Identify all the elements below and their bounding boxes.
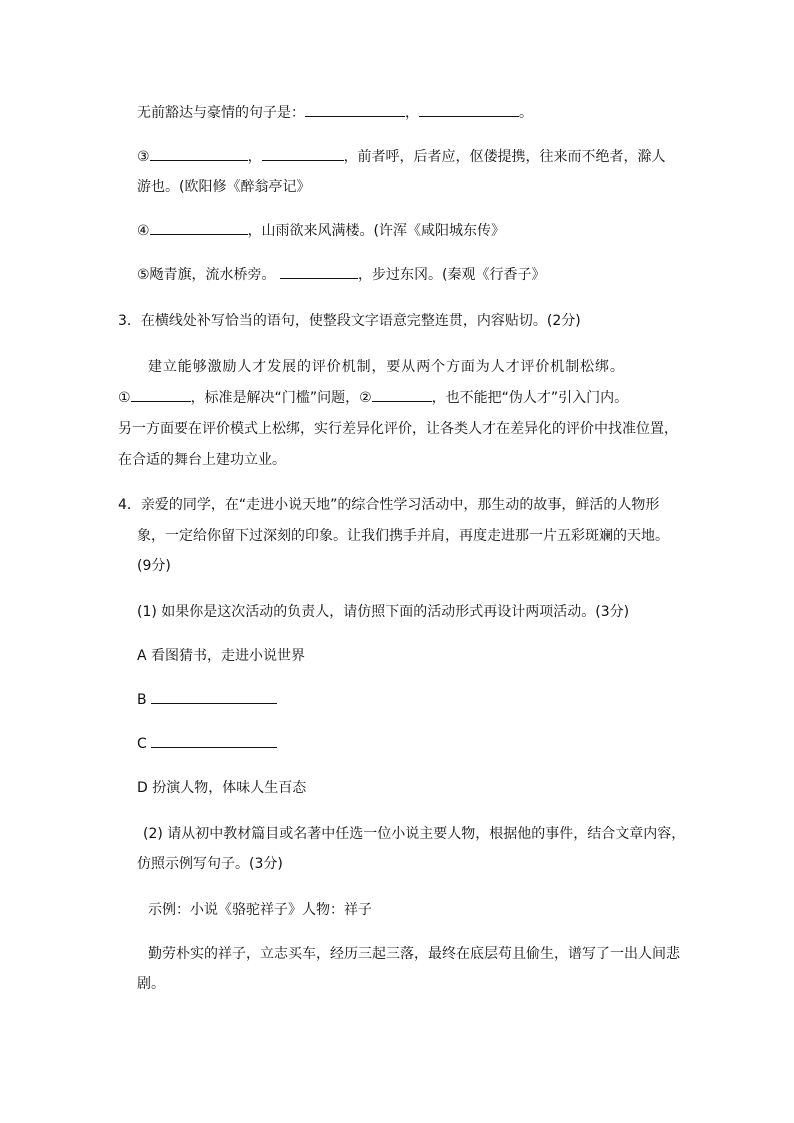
answer-blank[interactable]: [151, 690, 277, 704]
q4-option-a: A 看图猜书，走进小说世界: [137, 648, 306, 664]
q4-option-b: [137, 690, 277, 710]
q4-option-c: [137, 734, 277, 754]
q4-heading-line2: 象，一定给你留下过深刻的印象。让我们携手并肩，再度走进那一片五彩斑斓的天地。: [137, 528, 669, 544]
item5-rest: ，步过东冈。(秦观《行香子》: [358, 267, 546, 283]
comma: ，: [405, 105, 419, 121]
answer-blank[interactable]: [419, 103, 519, 117]
q4-option-d: D 扮演人物，体味人生百态: [137, 780, 307, 796]
q4-sub2-line1: (2) 请从初中教材篇目或名著中任选一位小说主要人物，根据他的事件，结合文章内容，: [143, 826, 686, 842]
item4-text: ，山雨欲来风满楼。(许浑《咸阳城东传》: [247, 223, 506, 239]
q3-para-line1: 建立能够激励人才发展的评价机制，要从两个方面为人才评价机制松绑。: [148, 359, 625, 375]
q2-line1-prefix: 无前豁达与豪情的句子是：: [137, 105, 305, 121]
q3-para-line3: 另一方面要在评价模式上松绑，实行差异化评价，让各类人才在差异化的评价中找准位置，: [118, 421, 678, 437]
comma: ，: [247, 149, 262, 165]
answer-blank[interactable]: [151, 734, 277, 748]
q4-example-line2: 剧。: [137, 976, 165, 992]
item-marker: ④: [137, 223, 150, 239]
period: 。: [519, 105, 533, 121]
answer-blank[interactable]: [131, 388, 191, 402]
q3-para-line4: 在合适的舞台上建功立业。: [118, 452, 286, 468]
q3-heading: 3．在横线处补写恰当的语句，使整段文字语意完整连贯，内容贴切。(2分): [118, 313, 581, 329]
q4-example-line1: 勤劳朴实的祥子，立志买车，经历三起三落，最终在底层苟且偷生，谱写了一出人间悲: [148, 946, 680, 962]
q2-item5: [137, 265, 545, 285]
item5-text: ⑤飏青旗，流水桥旁。: [137, 267, 276, 283]
answer-blank[interactable]: [305, 103, 405, 117]
answer-blank[interactable]: [150, 147, 248, 161]
q3-text: ，也不能把“伪人才”引入门内。: [431, 390, 629, 406]
q2-line1: [137, 103, 533, 123]
q3-para-line2: [118, 388, 628, 408]
answer-blank[interactable]: [372, 388, 432, 402]
item-marker: ③: [137, 149, 150, 165]
item-marker: ②: [359, 390, 372, 406]
item-marker: ①: [118, 390, 131, 406]
option-c-label: C: [137, 736, 147, 752]
answer-blank[interactable]: [280, 265, 358, 279]
answer-blank[interactable]: [150, 221, 248, 235]
answer-blank[interactable]: [262, 147, 344, 161]
q3-text: ，标准是解决“门槛”问题，: [190, 390, 360, 406]
q4-sub1: (1) 如果你是这次活动的负责人，请仿照下面的活动形式再设计两项活动。(3分): [137, 604, 630, 620]
q2-item3-line1: [137, 147, 666, 167]
q2-item4: [137, 221, 505, 241]
q4-heading-line1: 4．亲爱的同学，在“走进小说天地”的综合性学习活动中，那生动的故事，鲜活的人物形: [118, 497, 660, 513]
q4-example-label: 示例：小说《骆驼祥子》人物：祥子: [148, 902, 372, 918]
item3-text: ，前者呼，后者应，伛偻提携，往来而不绝者，滁人: [343, 149, 666, 165]
q4-heading-line3: (9分): [137, 558, 171, 574]
q2-item3-line2: 游也。(欧阳修《醉翁亭记》: [137, 179, 311, 195]
q4-sub2-line2: 仿照示例写句子。(3分): [137, 856, 283, 872]
option-b-label: B: [137, 692, 147, 708]
